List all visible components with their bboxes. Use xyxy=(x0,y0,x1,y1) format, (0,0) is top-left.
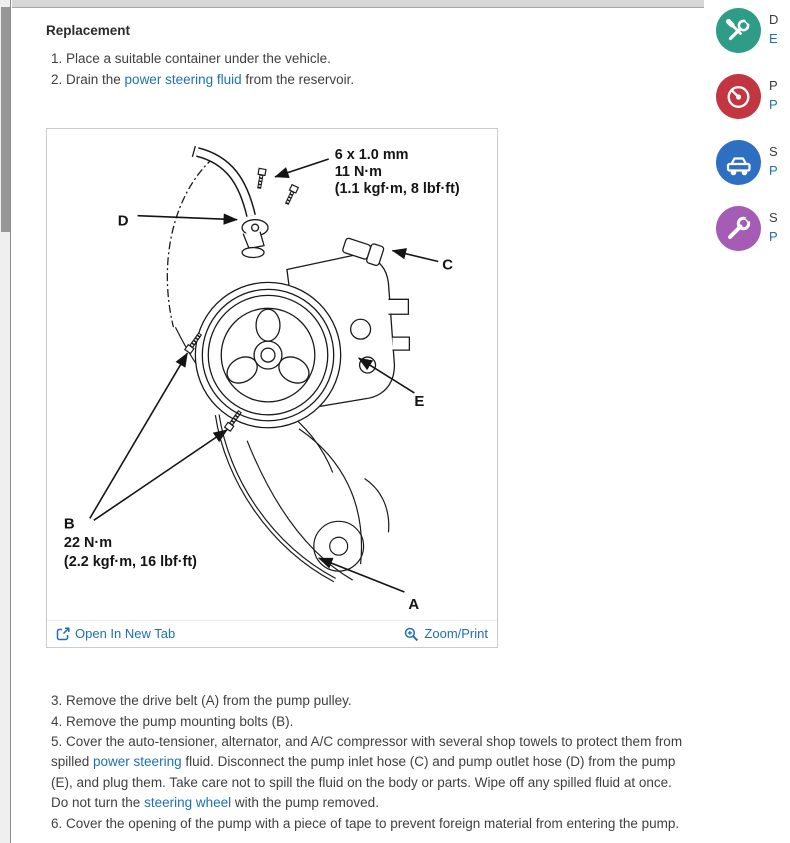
step-text: Place a suitable container under the vehicle. xyxy=(62,51,331,67)
step-2 xyxy=(46,70,692,90)
sidebar-item-3[interactable] xyxy=(716,140,790,185)
vertical-scrollbar-track[interactable] xyxy=(0,0,11,843)
gauge-icon[interactable] xyxy=(716,74,761,119)
diagram-torque-b-line2: (2.2 kgf·m, 16 lbf·ft) xyxy=(63,554,197,571)
sidebar-item-title: S xyxy=(769,210,778,225)
sidebar-item-4[interactable] xyxy=(716,206,790,251)
zoom-print-link[interactable] xyxy=(404,624,488,644)
sidebar-item-2[interactable] xyxy=(716,74,790,119)
sidebar-item-link[interactable]: P xyxy=(769,163,778,178)
figure-footer xyxy=(47,620,497,647)
step-number: 1. xyxy=(51,51,63,67)
sidebar-item-title: S xyxy=(769,144,778,159)
diagram-label-b: B xyxy=(63,515,75,533)
diagram-image xyxy=(47,129,497,620)
power-steering-fluid-link[interactable]: power steering fluid xyxy=(124,71,242,87)
step-number: 6. xyxy=(51,815,63,831)
diagram-figure xyxy=(46,128,498,648)
sidebar-item-link[interactable]: P xyxy=(769,229,778,244)
step-3 xyxy=(46,691,692,711)
diagram-torque-b-line1: 22 N·m xyxy=(63,535,113,552)
diagram-label-a: A xyxy=(408,596,420,614)
step-text: Remove the drive belt (A) from the pump pulley. xyxy=(62,693,352,709)
article-panel xyxy=(12,0,704,843)
step-1 xyxy=(46,49,692,69)
step-number: 2. xyxy=(51,71,63,87)
related-links-sidebar xyxy=(716,8,790,251)
step-text: Cover the opening of the pump with a piece of tape to prevent foreign material from entering the pump. xyxy=(62,815,680,831)
step-5 xyxy=(46,732,692,814)
content-top-border xyxy=(12,0,704,8)
diagram-label-e: E xyxy=(414,393,425,411)
diagram-torque-top-line2: 11 N·m xyxy=(334,164,383,181)
step-text: Cover the auto-tensioner, alternator, and A/C compressor with several shop towels to protect them from spilled xyxy=(51,734,683,770)
step-text: fluid. Disconnect the pump inlet hose (C) and pump outlet hose (D) from the pump (E), and plug them. Take care not to spill the fluid on the body or parts. Wipe off any spilled fluid at once. Do not turn the xyxy=(51,754,676,811)
wrench-and-screwdriver-icon[interactable] xyxy=(716,8,761,53)
step-6 xyxy=(46,814,692,834)
section-heading: Replacement xyxy=(46,23,131,38)
power-steering-pump-diagram xyxy=(48,130,494,617)
step-text: Drain the xyxy=(62,71,125,87)
sidebar-item-title: D xyxy=(769,12,779,27)
diagram-torque-top-line3: (1.1 kgf·m, 8 lbf·ft) xyxy=(334,181,460,198)
steps-continued xyxy=(46,691,692,834)
vertical-scrollbar-thumb[interactable] xyxy=(1,7,10,232)
sidebar-item-1[interactable] xyxy=(716,8,790,53)
zoom-icon xyxy=(404,627,419,642)
step-text: from the reservoir. xyxy=(241,71,355,87)
wrench-icon[interactable] xyxy=(716,206,761,251)
sidebar-item-link[interactable]: P xyxy=(769,97,778,112)
step-number: 5. xyxy=(51,734,63,750)
zoom-print-label: Zoom/Print xyxy=(424,626,488,642)
diagram-label-c: C xyxy=(442,256,454,274)
step-text: with the pump removed. xyxy=(231,795,379,811)
power-steering-link[interactable]: power steering xyxy=(93,754,182,770)
steering-wheel-link[interactable]: steering wheel xyxy=(144,795,232,811)
step-number: 4. xyxy=(51,713,63,729)
open-in-new-tab-link[interactable] xyxy=(56,624,175,644)
sidebar-item-link[interactable]: E xyxy=(769,31,778,46)
article-content xyxy=(12,8,704,834)
diagram-torque-top-line1: 6 x 1.0 mm xyxy=(334,147,409,164)
open-in-new-tab-label: Open In New Tab xyxy=(75,626,176,642)
step-text: Remove the pump mounting bolts (B). xyxy=(62,713,294,729)
sidebar-item-title: P xyxy=(769,78,778,93)
step-4 xyxy=(46,712,692,732)
open-in-new-icon xyxy=(56,627,70,641)
step-number: 3. xyxy=(51,693,63,709)
car-icon[interactable] xyxy=(716,140,761,185)
diagram-label-d: D xyxy=(117,212,129,230)
